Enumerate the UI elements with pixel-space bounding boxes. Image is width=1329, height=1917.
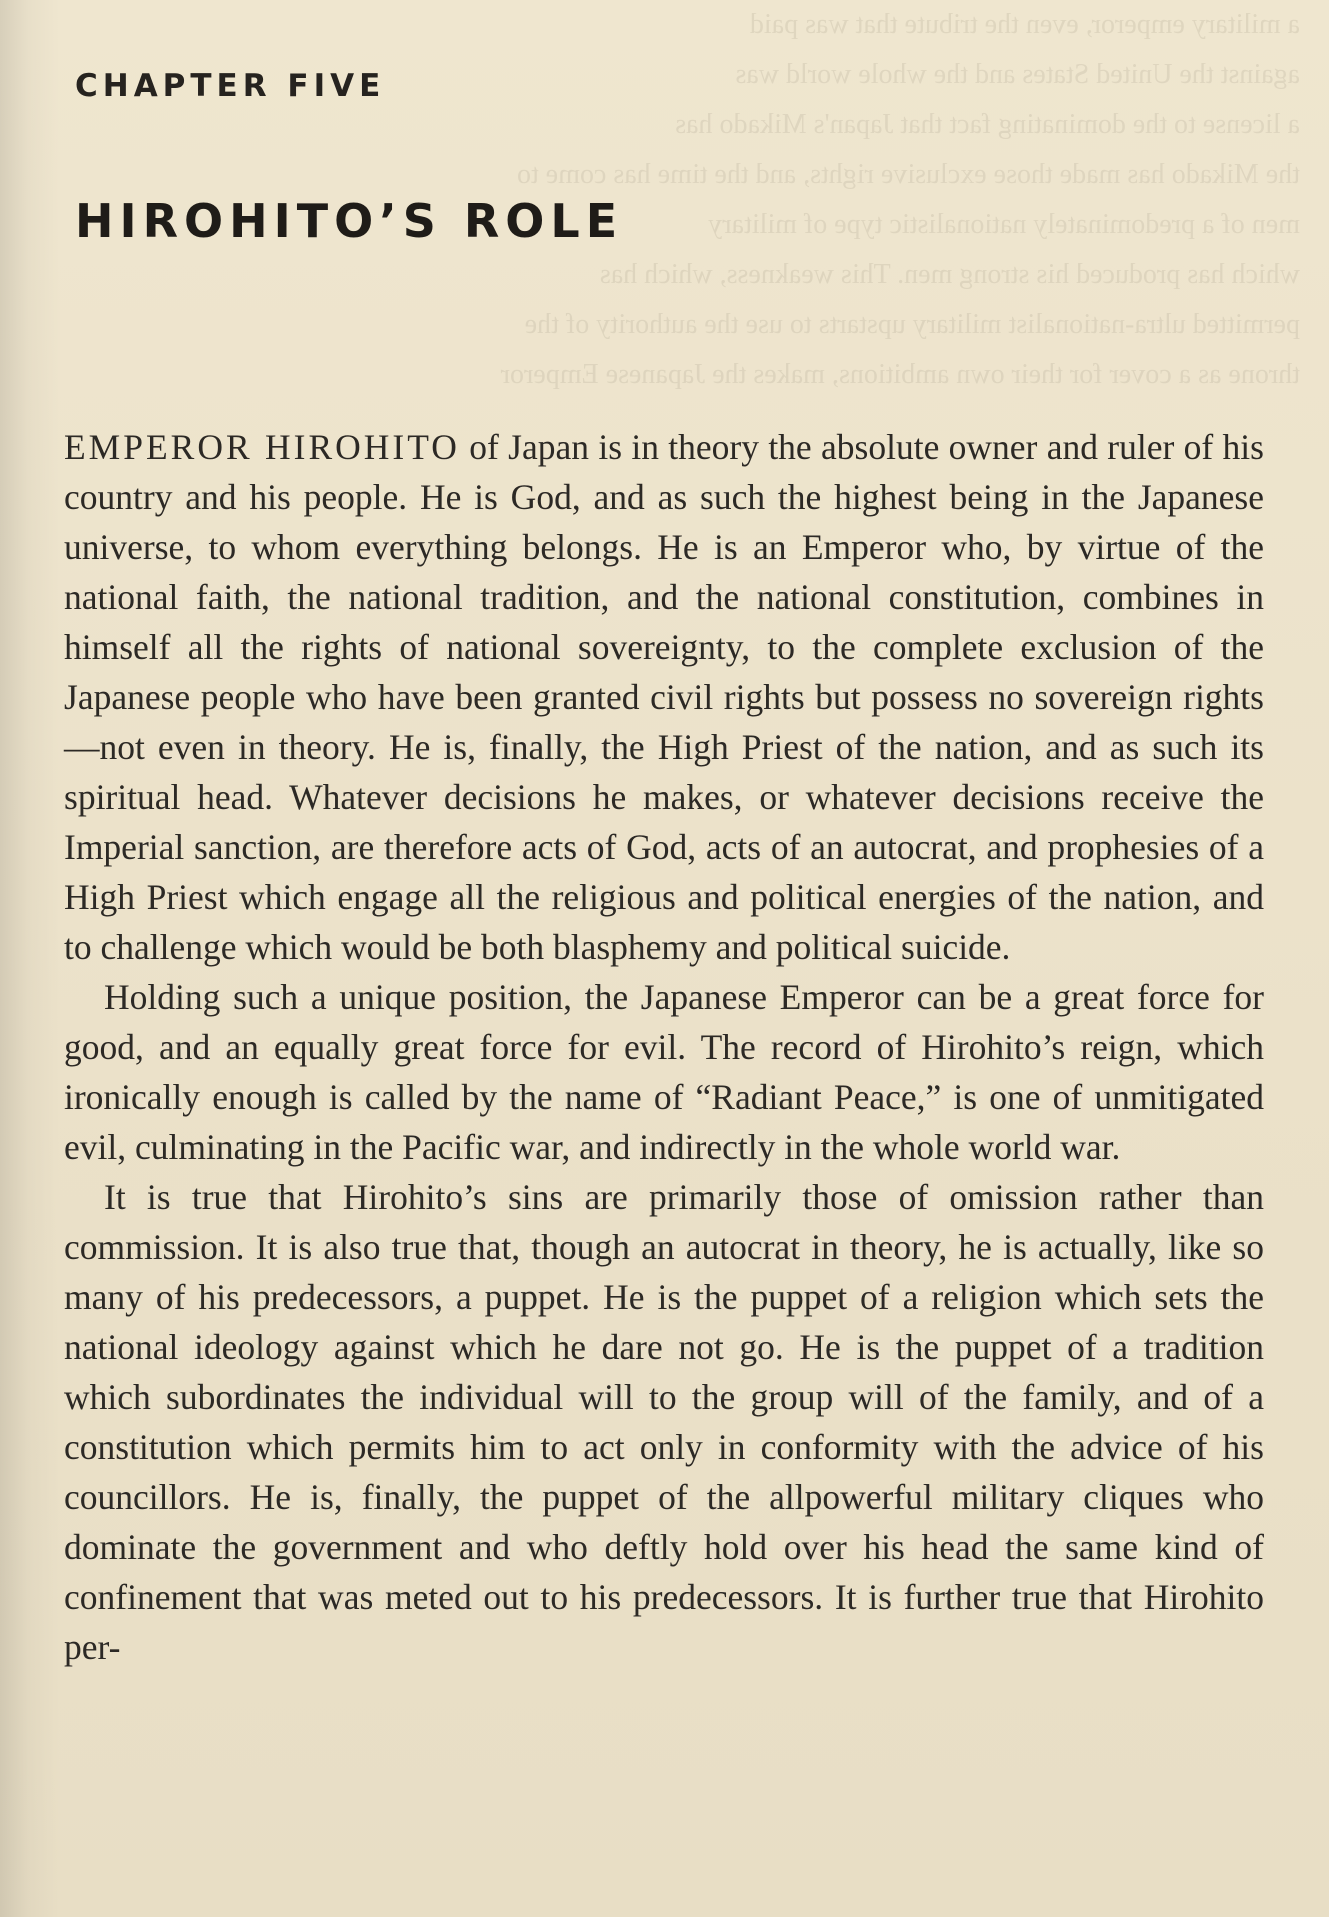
bleed-through-text: a military emperor, even the tribute that was paid against the United States and the whole world was a license to the dominating fact that Japan's Mikado has the Mikado has made those exclusive rights, and the time has come to men of a predominately nationalistic type of military which has produced his strong men. This weakness, which has permitted ultra-nationalist military upstarts to use the authority of the throne as a cover for their own ambitions, makes the Japanese Emperor — [500, 9, 1300, 390]
paragraph-2: Holding such a unique position, the Japanese Emperor can be a great force for good, and an equally great force for evil. The record of Hirohito’s reign, which ironically enough is called by the name of “Radiant Peace,” is one of unmitigated evil, culminating in the Pacific war, and indirectly in the whole world war. — [64, 977, 1264, 1167]
paragraph-lead: EMPEROR HIROHITO — [64, 427, 460, 467]
paragraph-3: It is true that Hirohito’s sins are primarily those of omission rather than commission. It is also true that, though an autocrat in theory, he is actually, like so many of his predecessors, a puppet. He is the puppet of a religion which sets the national ideology against which he dare not go. He is the puppet of a tradition which subordinates the individual will to the group will of the family, and of a constitution which permits him to act only in conformity with the advice of his councillors. He is, finally, the puppet of the allpowerful military cliques who dominate the government and who deftly hold over his head the same kind of confinement that was meted out to his predecessors. It is further true that Hirohito per- — [64, 1177, 1264, 1667]
paragraph-1 — [64, 422, 1264, 972]
chapter-title: HIROHITO’S ROLE — [75, 194, 624, 248]
chapter-label: CHAPTER FIVE — [75, 68, 386, 104]
chapter-body — [64, 422, 1264, 1672]
paragraph-1-text: of Japan is in theory the absolute owner and ruler of his country and his people. He is God, and as such the highest being in the Japanese universe, to whom everything belongs. He is an Emperor who, by virtue of the national faith, the national tradition, and the national constitution, combines in himself all the rights of national sovereignty, to the complete exclusion of the Japanese people who have been granted civil rights but possess no sovereign rights—not even in theory. He is, finally, the High Priest of the nation, and as such its spiritual head. Whatever decisions he makes, or whatever decisions receive the Imperial sanction, are therefore acts of God, acts of an autocrat, and prophesies of a High Priest which engage all the religious and political energies of the nation, and to challenge which would be both blasphemy and political suicide. — [64, 427, 1264, 967]
